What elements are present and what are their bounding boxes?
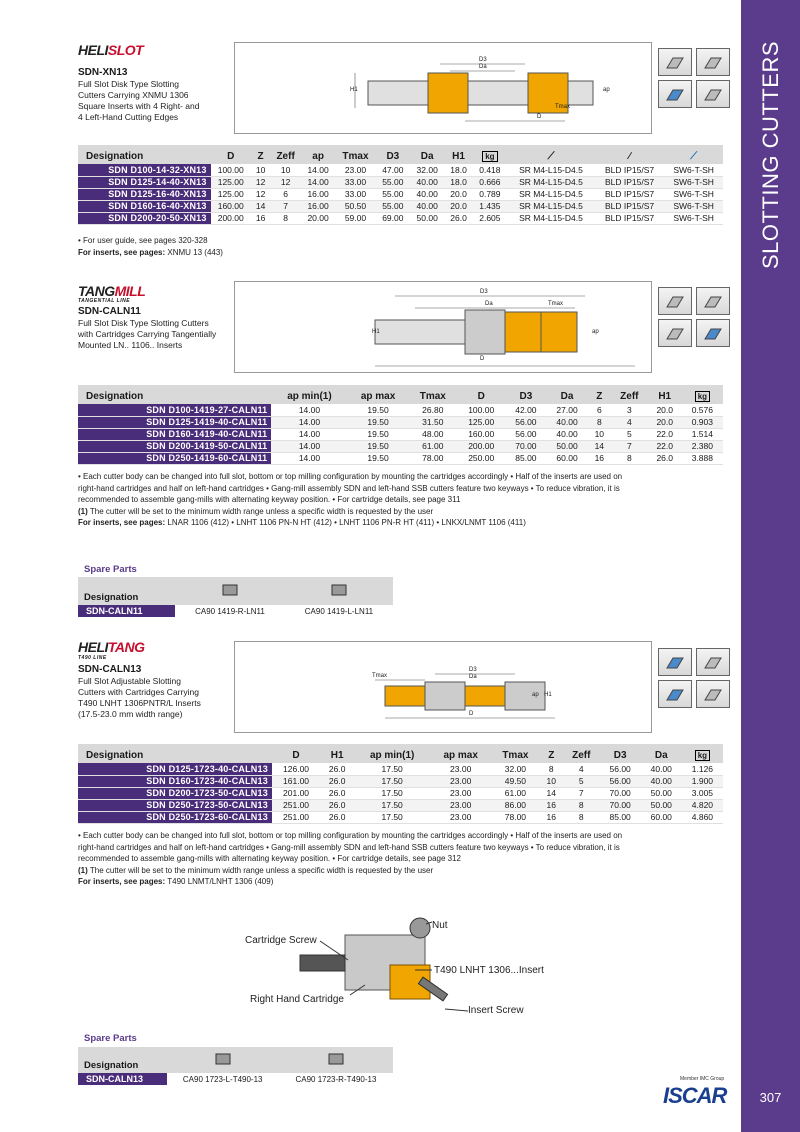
value-cell: 26.0 bbox=[444, 212, 472, 224]
value-cell: 7 bbox=[270, 200, 301, 212]
side-milling-icon bbox=[658, 680, 692, 708]
value-cell: 19.50 bbox=[348, 440, 409, 452]
value-cell: 14.00 bbox=[271, 404, 347, 416]
value-cell: 40.00 bbox=[410, 200, 444, 212]
table-row bbox=[78, 428, 723, 440]
value-cell: 4 bbox=[611, 416, 648, 428]
value-cell: 2.605 bbox=[473, 212, 507, 224]
value-cell: 14.00 bbox=[301, 176, 335, 188]
value-cell: 56.00 bbox=[600, 775, 641, 787]
cartridge-screw-callout: Cartridge Screw bbox=[245, 935, 317, 946]
value-cell: 126.00 bbox=[272, 763, 320, 775]
slot-milling-icon bbox=[658, 287, 692, 315]
value-cell: 5 bbox=[563, 775, 600, 787]
product-title: SDN-XN13 bbox=[78, 67, 128, 78]
value-cell: 40.00 bbox=[546, 428, 587, 440]
face-milling-icon bbox=[696, 48, 730, 76]
cartridge-left-icon bbox=[167, 1047, 279, 1073]
table-row bbox=[78, 775, 723, 787]
value-cell: 6 bbox=[270, 188, 301, 200]
value-cell: 50.00 bbox=[410, 212, 444, 224]
value-cell: 26.0 bbox=[320, 775, 354, 787]
table-row bbox=[78, 452, 723, 464]
value-cell: SR M4-L15-D4.5 bbox=[507, 188, 595, 200]
value-cell: 14 bbox=[540, 787, 563, 799]
side-milling-icon bbox=[658, 319, 692, 347]
value-cell: 50.50 bbox=[335, 200, 375, 212]
technical-drawing: D3 Da Tmax H1 ap D bbox=[234, 281, 652, 373]
value-cell: 14.00 bbox=[271, 440, 347, 452]
designation-cell: SDN D160-1419-40-CALN11 bbox=[78, 428, 271, 440]
value-cell: 125.00 bbox=[211, 188, 251, 200]
key-icon: ∕ bbox=[595, 145, 664, 164]
nut-callout: Nut bbox=[432, 920, 448, 931]
value-cell: 16 bbox=[540, 811, 563, 823]
value-cell: 1.514 bbox=[682, 428, 723, 440]
value-cell: 20.0 bbox=[444, 200, 472, 212]
value-cell: 70.00 bbox=[600, 799, 641, 811]
designation-cell: SDN D250-1419-60-CALN11 bbox=[78, 452, 271, 464]
designation-cell: SDN D250-1723-60-CALN13 bbox=[78, 811, 272, 823]
value-cell: 14.00 bbox=[301, 164, 335, 176]
value-cell: 10 bbox=[540, 775, 563, 787]
face-milling-icon bbox=[696, 287, 730, 315]
value-cell: 56.00 bbox=[505, 428, 546, 440]
value-cell: 61.00 bbox=[409, 440, 457, 452]
table-row bbox=[78, 212, 723, 224]
value-cell: 69.00 bbox=[376, 212, 410, 224]
value-cell: 32.00 bbox=[491, 763, 539, 775]
value-cell: 1.435 bbox=[473, 200, 507, 212]
weight-icon: kg bbox=[682, 385, 723, 404]
value-cell: 251.00 bbox=[272, 811, 320, 823]
value-cell: 250.00 bbox=[457, 452, 505, 464]
application-icons bbox=[658, 48, 730, 108]
value-cell: 1.126 bbox=[682, 763, 723, 775]
value-cell: 78.00 bbox=[491, 811, 539, 823]
value-cell: 10 bbox=[588, 428, 611, 440]
value-cell: 19.50 bbox=[348, 416, 409, 428]
value-cell: 8 bbox=[588, 416, 611, 428]
value-cell: 0.666 bbox=[473, 176, 507, 188]
value-cell: 22.0 bbox=[648, 428, 682, 440]
value-cell: 31.50 bbox=[409, 416, 457, 428]
value-cell: 26.0 bbox=[320, 763, 354, 775]
right-cartridge-callout: Right Hand Cartridge bbox=[250, 994, 344, 1005]
value-cell: 14.00 bbox=[271, 452, 347, 464]
value-cell: 161.00 bbox=[272, 775, 320, 787]
groove-milling-icon bbox=[696, 319, 730, 347]
value-cell: 19.50 bbox=[348, 404, 409, 416]
designation-cell: SDN D200-1419-50-CALN11 bbox=[78, 440, 271, 452]
spare-parts-label: Spare Parts bbox=[84, 1033, 137, 1044]
value-cell: 50.00 bbox=[546, 440, 587, 452]
spec-table-caln13: Designation D H1 ap min(1) ap max Tmax Z Zeff D3 Da kg SDN D125-1723-40-CALN13 126.00 26.0 17.50 23.00 32.00 8 4 56.00 40.00 1.126 SDN D160-1723-40-CALN13 161.00 26.0 17.50 23.00 49.50 10 5 56.00 40.00 1.900 SDN D200-1723-50-CALN13 201.00 26.0 17.50 23.00 61.00 14 7 70.00 50.00 3.005 SDN D250-1723-50-CALN13 251.00 26.0 17.50 23.00 86.00 16 8 70.00 50.00 4.820 SDN D250-1723-60-CALN13 251.00 26.0 17.50 23.00 78.00 16 8 85.00 60.00 4.860 bbox=[78, 744, 723, 824]
value-cell: 26.0 bbox=[648, 452, 682, 464]
value-cell: 16 bbox=[588, 452, 611, 464]
value-cell: 40.00 bbox=[641, 763, 682, 775]
value-cell: 26.0 bbox=[320, 787, 354, 799]
value-cell: 18.0 bbox=[444, 176, 472, 188]
product-title: SDN-CALN13 bbox=[78, 664, 142, 675]
value-cell: SR M4-L15-D4.5 bbox=[507, 212, 595, 224]
value-cell: 2.380 bbox=[682, 440, 723, 452]
table-row bbox=[78, 176, 723, 188]
value-cell: 47.00 bbox=[376, 164, 410, 176]
designation-cell: SDN D250-1723-50-CALN13 bbox=[78, 799, 272, 811]
value-cell: 50.00 bbox=[641, 787, 682, 799]
value-cell: 70.00 bbox=[505, 440, 546, 452]
insert-screw-callout: Insert Screw bbox=[468, 1005, 524, 1016]
value-cell: 14.00 bbox=[271, 416, 347, 428]
value-cell: 201.00 bbox=[272, 787, 320, 799]
value-cell: 14.00 bbox=[271, 428, 347, 440]
value-cell: SR M4-L15-D4.5 bbox=[507, 176, 595, 188]
value-cell: 8 bbox=[563, 799, 600, 811]
value-cell: SW6-T-SH bbox=[664, 212, 723, 224]
value-cell: 33.00 bbox=[335, 188, 375, 200]
value-cell: 100.00 bbox=[211, 164, 251, 176]
value-cell: 16 bbox=[251, 212, 270, 224]
value-cell: 12 bbox=[251, 188, 270, 200]
value-cell: 23.00 bbox=[335, 164, 375, 176]
weight-icon: kg bbox=[682, 744, 723, 763]
technical-drawing: D3 Da H1 ap Tmax D bbox=[234, 42, 652, 134]
table-row bbox=[78, 811, 723, 823]
value-cell: 20.0 bbox=[444, 188, 472, 200]
value-cell: 3.005 bbox=[682, 787, 723, 799]
value-cell: 16.00 bbox=[301, 188, 335, 200]
value-cell: 0.789 bbox=[473, 188, 507, 200]
value-cell: 60.00 bbox=[546, 452, 587, 464]
cutter-drawing bbox=[235, 43, 653, 135]
value-cell: 10 bbox=[251, 164, 270, 176]
spare-parts-label: Spare Parts bbox=[84, 564, 137, 575]
product-title: SDN-CALN11 bbox=[78, 306, 141, 317]
value-cell: 12 bbox=[251, 176, 270, 188]
designation-cell: SDN D125-14-40-XN13 bbox=[78, 176, 211, 188]
value-cell: 200.00 bbox=[211, 212, 251, 224]
designation-cell: SDN D160-16-40-XN13 bbox=[78, 200, 211, 212]
value-cell: 19.50 bbox=[348, 428, 409, 440]
value-cell: SR M4-L15-D4.5 bbox=[507, 164, 595, 176]
value-cell: 23.00 bbox=[430, 775, 491, 787]
value-cell: SR M4-L15-D4.5 bbox=[507, 200, 595, 212]
value-cell: 10 bbox=[270, 164, 301, 176]
cartridge-right-icon bbox=[175, 577, 285, 605]
iscar-logo: ISCAR bbox=[663, 1083, 727, 1108]
designation-cell: SDN D125-16-40-XN13 bbox=[78, 188, 211, 200]
value-cell: 56.00 bbox=[600, 763, 641, 775]
value-cell: 78.00 bbox=[409, 452, 457, 464]
page-number: 307 bbox=[759, 1090, 782, 1105]
table-row bbox=[78, 188, 723, 200]
cartridge-right-icon bbox=[279, 1047, 393, 1073]
value-cell: 26.0 bbox=[320, 799, 354, 811]
spec-table-xn13: Designation D Z Zeff ap Tmax D3 Da H1 kg ⟋ ∕ ⟋ SDN D100-14-32-XN13 100.00 10 10 14.00 23.00 47.00 32.00 18.0 0.418 SR M4-L15-D4.5 BLD IP15/S7 SW6-T-SH SDN D125-14-40-XN13 125.00 12 12 14.00 33.00 55.00 40.00 18.0 0.666 SR M4-L15-D4.5 BLD IP15/S7 SW6-T-SH SDN D125-16-40-XN13 125.00 12 6 16.00 33.00 55.00 40.00 20.0 0.789 SR M4-L15-D4.5 BLD IP15/S7 SW6-T-SH SDN D160-16-40-XN13 160.00 14 7 16.00 50.50 55.00 40.00 20.0 1.435 SR M4-L15-D4.5 BLD IP15/S7 SW6-T-SH SDN D200-20-50-XN13 200.00 16 8 20.00 59.00 69.00 50.00 26.0 2.605 SR M4-L15-D4.5 BLD IP15/S7 SW6-T-SH bbox=[78, 145, 723, 225]
value-cell: 23.00 bbox=[430, 787, 491, 799]
product-description: Full Slot Disk Type Slotting Cutters with Cartridges Carrying Tangentially Mounted LN.. 1106.. Inserts bbox=[78, 318, 217, 350]
value-cell: BLD IP15/S7 bbox=[595, 164, 664, 176]
value-cell: 8 bbox=[611, 452, 648, 464]
value-cell: 20.0 bbox=[648, 404, 682, 416]
value-cell: 4.860 bbox=[682, 811, 723, 823]
value-cell: 20.00 bbox=[301, 212, 335, 224]
value-cell: 50.00 bbox=[641, 799, 682, 811]
value-cell: 70.00 bbox=[600, 787, 641, 799]
value-cell: 23.00 bbox=[430, 811, 491, 823]
spare-parts-table-caln11: Designation SDN-CALN11 CA90 1419-R-LN11 CA90 1419-L-LN11 bbox=[78, 577, 393, 617]
spec-table-caln11: Designation ap min(1) ap max Tmax D D3 Da Z Zeff H1 kg SDN D100-1419-27-CALN11 14.00 19.50 26.80 100.00 42.00 27.00 6 3 20.0 0.576 SDN D125-1419-40-CALN11 14.00 19.50 31.50 125.00 56.00 40.00 8 4 20.0 0.903 SDN D160-1419-40-CALN11 14.00 19.50 48.00 160.00 56.00 40.00 10 5 22.0 1.514 SDN D200-1419-50-CALN11 14.00 19.50 61.00 200.00 70.00 50.00 14 7 22.0 2.380 SDN D250-1419-60-CALN11 14.00 19.50 78.00 250.00 85.00 60.00 16 8 26.0 3.888 bbox=[78, 385, 723, 465]
value-cell: SW6-T-SH bbox=[664, 188, 723, 200]
value-cell: 7 bbox=[563, 787, 600, 799]
value-cell: 33.00 bbox=[335, 176, 375, 188]
table-row bbox=[78, 799, 723, 811]
value-cell: 17.50 bbox=[354, 799, 430, 811]
weight-icon: kg bbox=[473, 145, 507, 164]
value-cell: BLD IP15/S7 bbox=[595, 200, 664, 212]
table-row bbox=[78, 200, 723, 212]
table-row bbox=[78, 763, 723, 775]
product-description: Full Slot Disk Type Slotting Cutters Carrying XNMU 1306 Square Inserts with 4 Right- and 4 Left-Hand Cutting Edges bbox=[78, 79, 200, 122]
value-cell: 19.50 bbox=[348, 452, 409, 464]
table-row bbox=[78, 404, 723, 416]
value-cell: 32.00 bbox=[410, 164, 444, 176]
table-row bbox=[78, 416, 723, 428]
value-cell: 16 bbox=[540, 799, 563, 811]
value-cell: 17.50 bbox=[354, 811, 430, 823]
value-cell: 55.00 bbox=[376, 200, 410, 212]
cutter-notes: • Each cutter body can be changed into full slot, bottom or top milling configuration by mounting the cartridges accordingly • Half of the inserts are used on right-hand cartridges and half on left-hand cartridges • Gang-mill assembly SDN and left-hand SSB cutters feature two keyways • To reduce vibration, it is recommended to assemble gang-mills with alternating keyway position. • For cartridge details, see page 312 (1) The cutter will be set to the minimum width range unless a specific width is requested by the user For inserts, see pages: T490 LNMT/LNHT 1306 (409) bbox=[78, 831, 623, 886]
value-cell: SW6-T-SH bbox=[664, 176, 723, 188]
value-cell: 200.00 bbox=[457, 440, 505, 452]
value-cell: 27.00 bbox=[546, 404, 587, 416]
slot-milling-icon bbox=[658, 648, 692, 676]
tang-mill-logo: TANGMILL bbox=[78, 283, 146, 299]
technical-drawing: D3 Da Tmax ap H1 D bbox=[234, 641, 652, 733]
value-cell: 125.00 bbox=[457, 416, 505, 428]
value-cell: 23.00 bbox=[430, 763, 491, 775]
value-cell: 8 bbox=[270, 212, 301, 224]
value-cell: 16.00 bbox=[301, 200, 335, 212]
value-cell: 100.00 bbox=[457, 404, 505, 416]
inserts-note: For inserts, see pages: XNMU 13 (443) bbox=[78, 248, 223, 257]
value-cell: 42.00 bbox=[505, 404, 546, 416]
value-cell: 14 bbox=[251, 200, 270, 212]
value-cell: 18.0 bbox=[444, 164, 472, 176]
value-cell: 5 bbox=[611, 428, 648, 440]
value-cell: 17.50 bbox=[354, 775, 430, 787]
designation-cell: SDN D125-1419-40-CALN11 bbox=[78, 416, 271, 428]
groove-milling-icon bbox=[696, 80, 730, 108]
value-cell: 8 bbox=[540, 763, 563, 775]
value-cell: 0.903 bbox=[682, 416, 723, 428]
value-cell: 7 bbox=[611, 440, 648, 452]
value-cell: 56.00 bbox=[505, 416, 546, 428]
insert-callout: T490 LNHT 1306...Insert bbox=[434, 965, 544, 976]
value-cell: SW6-T-SH bbox=[664, 200, 723, 212]
designation-cell: SDN D200-1723-50-CALN13 bbox=[78, 787, 272, 799]
designation-cell: SDN D160-1723-40-CALN13 bbox=[78, 775, 272, 787]
table-row bbox=[78, 787, 723, 799]
heli-tang-logo: HELITANG bbox=[78, 639, 145, 655]
section-title: SLOTTING CUTTERS bbox=[757, 40, 783, 270]
heli-tang-subtitle: T490 LINE bbox=[78, 655, 107, 661]
value-cell: 59.00 bbox=[335, 212, 375, 224]
value-cell: 61.00 bbox=[491, 787, 539, 799]
side-milling-icon bbox=[658, 80, 692, 108]
value-cell: 0.418 bbox=[473, 164, 507, 176]
slot-milling-icon bbox=[658, 48, 692, 76]
value-cell: 17.50 bbox=[354, 763, 430, 775]
value-cell: 85.00 bbox=[505, 452, 546, 464]
wrench-icon: ⟋ bbox=[664, 145, 723, 164]
value-cell: 3 bbox=[611, 404, 648, 416]
cartridge-left-icon bbox=[285, 577, 393, 605]
value-cell: 23.00 bbox=[430, 799, 491, 811]
value-cell: 8 bbox=[563, 811, 600, 823]
cutter-notes: • Each cutter body can be changed into full slot, bottom or top milling configuration by mounting the cartridges accordingly • Half of the inserts are used on right-hand cartridges and half on left-hand cartridges • Gang-mill assembly SDN and left-hand SSB cutters feature two keyways • To reduce vibration, it is recommended to assemble gang-mills with alternating keyway position. • For cartridge details, see page 311 (1) The cutter will be set to the minimum width range unless a specific width is requested by the user For inserts, see pages: LNAR 1106 (412) • LNHT 1106 PN-N HT (412) • LNHT 1106 PN-R HT (411) • LNKX/LNMT 1106 (411) bbox=[78, 472, 623, 527]
value-cell: 160.00 bbox=[211, 200, 251, 212]
value-cell: 20.0 bbox=[648, 416, 682, 428]
groove-milling-icon bbox=[696, 680, 730, 708]
spare-parts-table-caln13: Designation SDN-CALN13 CA90 1723-L-T490-13 CA90 1723-R-T490-13 bbox=[78, 1047, 393, 1085]
value-cell: 40.00 bbox=[410, 176, 444, 188]
application-icons bbox=[658, 287, 730, 347]
value-cell: 1.900 bbox=[682, 775, 723, 787]
face-milling-icon bbox=[696, 648, 730, 676]
value-cell: 160.00 bbox=[457, 428, 505, 440]
value-cell: 40.00 bbox=[410, 188, 444, 200]
value-cell: 86.00 bbox=[491, 799, 539, 811]
table-row bbox=[78, 164, 723, 176]
value-cell: 40.00 bbox=[641, 775, 682, 787]
member-label: Member IMC Group bbox=[680, 1076, 725, 1082]
value-cell: SW6-T-SH bbox=[664, 164, 723, 176]
product-description: Full Slot Adjustable Slotting Cutters with Cartridges Carrying T490 LNHT 1306PNTR/L Inserts (17.5-23.0 mm width range) bbox=[78, 676, 201, 719]
table-row bbox=[78, 440, 723, 452]
value-cell: 14 bbox=[588, 440, 611, 452]
value-cell: 6 bbox=[588, 404, 611, 416]
designation-cell: SDN D200-20-50-XN13 bbox=[78, 212, 211, 224]
value-cell: BLD IP15/S7 bbox=[595, 176, 664, 188]
value-cell: 55.00 bbox=[376, 176, 410, 188]
value-cell: 85.00 bbox=[600, 811, 641, 823]
screw-icon: ⟋ bbox=[507, 145, 595, 164]
value-cell: BLD IP15/S7 bbox=[595, 188, 664, 200]
value-cell: 251.00 bbox=[272, 799, 320, 811]
designation-cell: SDN D125-1723-40-CALN13 bbox=[78, 763, 272, 775]
value-cell: 4.820 bbox=[682, 799, 723, 811]
user-guide-note: • For user guide, see pages 320-328 bbox=[78, 236, 208, 245]
value-cell: 22.0 bbox=[648, 440, 682, 452]
value-cell: 40.00 bbox=[546, 416, 587, 428]
value-cell: 125.00 bbox=[211, 176, 251, 188]
value-cell: 48.00 bbox=[409, 428, 457, 440]
value-cell: 4 bbox=[563, 763, 600, 775]
value-cell: BLD IP15/S7 bbox=[595, 212, 664, 224]
designation-cell: SDN D100-14-32-XN13 bbox=[78, 164, 211, 176]
value-cell: 60.00 bbox=[641, 811, 682, 823]
value-cell: 3.888 bbox=[682, 452, 723, 464]
tang-mill-subtitle: TANGENTIAL LINE bbox=[78, 298, 131, 304]
heli-slot-logo: HELISLOT bbox=[78, 42, 144, 58]
cutter-drawing bbox=[235, 642, 653, 734]
application-icons bbox=[658, 648, 730, 708]
value-cell: 17.50 bbox=[354, 787, 430, 799]
value-cell: 49.50 bbox=[491, 775, 539, 787]
value-cell: 55.00 bbox=[376, 188, 410, 200]
value-cell: 26.0 bbox=[320, 811, 354, 823]
designation-cell: SDN D100-1419-27-CALN11 bbox=[78, 404, 271, 416]
value-cell: 26.80 bbox=[409, 404, 457, 416]
cutter-drawing bbox=[235, 282, 653, 374]
value-cell: 12 bbox=[270, 176, 301, 188]
value-cell: 0.576 bbox=[682, 404, 723, 416]
